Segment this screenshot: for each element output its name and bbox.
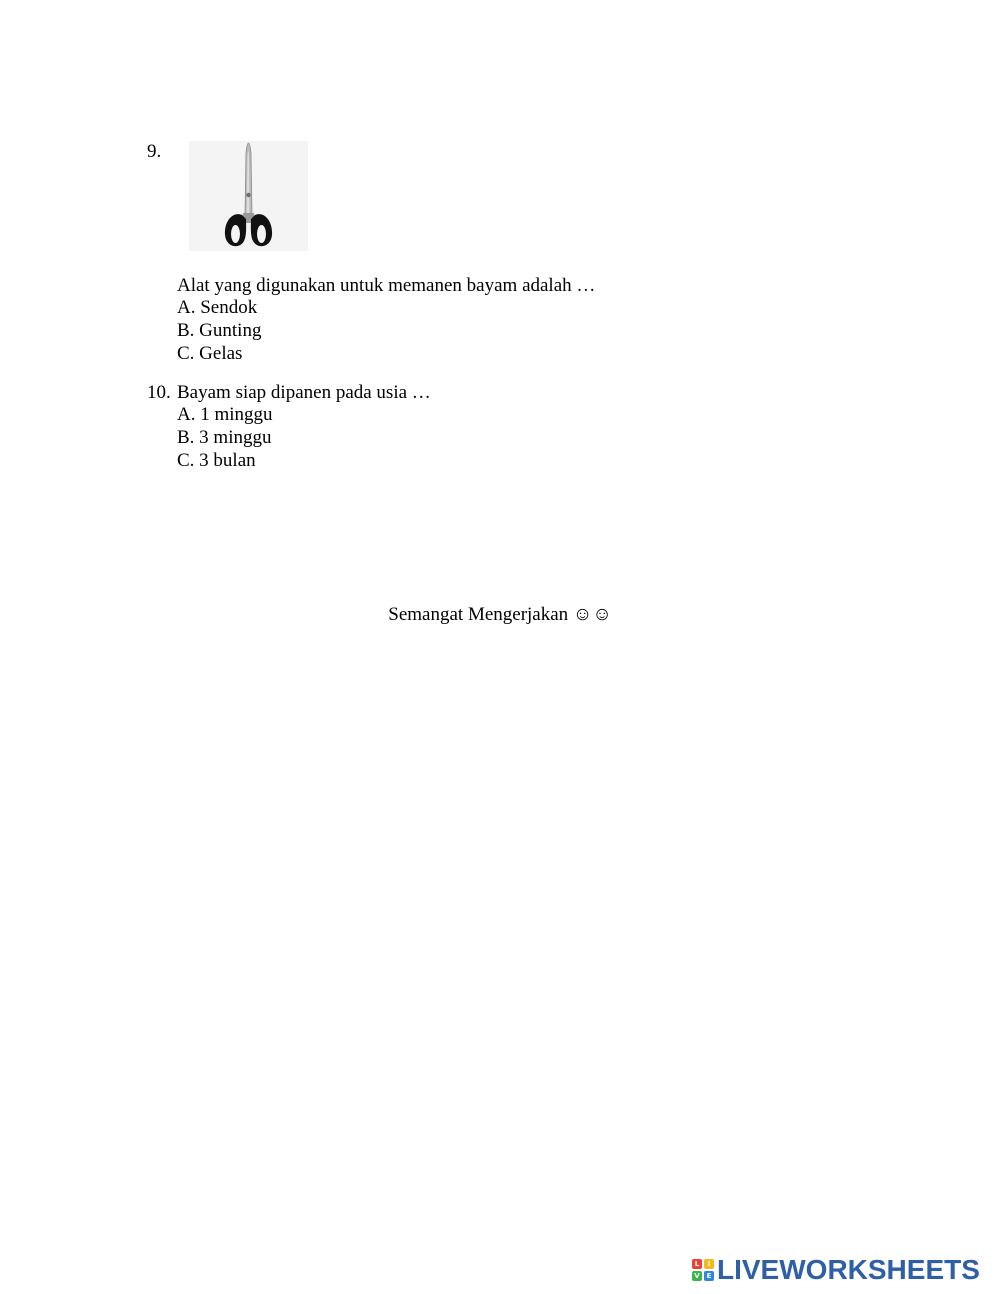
question-9-text: Alat yang digunakan untuk memanen bayam adalah … [177, 275, 596, 296]
logo-mark-letter: I [704, 1259, 714, 1269]
scissors-icon [189, 141, 308, 251]
question-10-option-a[interactable]: A. 1 minggu [177, 404, 273, 425]
closing-message: Semangat Mengerjakan ☺☺ [388, 604, 612, 625]
question-9-option-a[interactable]: A. Sendok [177, 297, 258, 318]
logo-mark-letter: L [692, 1259, 702, 1269]
question-10-option-b[interactable]: B. 3 minggu [177, 427, 272, 448]
logo-mark-letter: V [692, 1271, 702, 1281]
question-9-option-c[interactable]: C. Gelas [177, 343, 243, 364]
question-9-number: 9. [147, 141, 162, 162]
question-10-number: 10. [147, 382, 171, 403]
question-10-option-c[interactable]: C. 3 bulan [177, 450, 256, 471]
scissors-image [189, 141, 308, 251]
logo-mark-icon [692, 1259, 714, 1281]
liveworksheets-logo [692, 1255, 980, 1285]
logo-wordmark: LIVEWORKSHEETS [717, 1254, 980, 1285]
question-9-option-b[interactable]: B. Gunting [177, 320, 262, 341]
logo-mark-letter: E [704, 1271, 714, 1281]
question-10-text: Bayam siap dipanen pada usia … [177, 382, 431, 403]
